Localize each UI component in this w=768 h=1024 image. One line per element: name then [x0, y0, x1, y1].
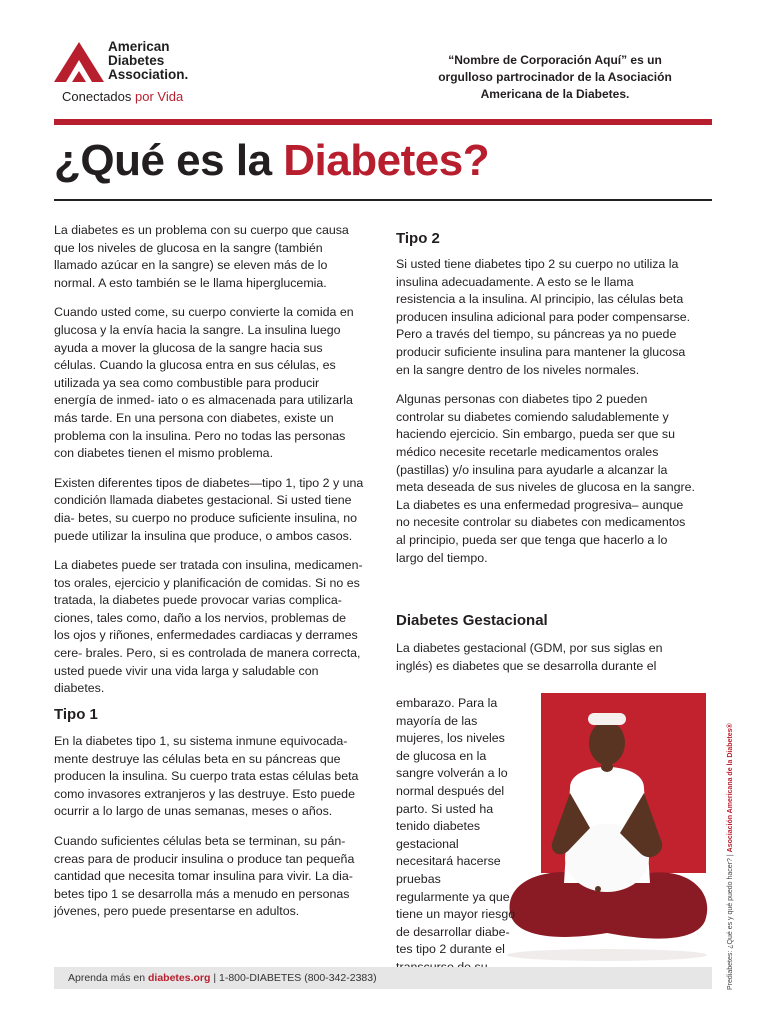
intro-section: [54, 222, 364, 710]
page-title: ¿Qué es la Diabetes?: [54, 136, 490, 185]
tipo2-paragraph: Algunas personas con diabetes tipo 2 pueden controlar su diabetes comiendo saludablemente y haciendo ejercicio. Sin embargo, pueda ser que su médico necesite recetarle medicamentos orales (pastillas) y/o insulina para ayudarle a alcanzar la meta deseada de sus niveles de glucosa en la sangre. La diabetes es una enfermedad progresiva– aunque no necesite controlar su diabetes con medicamentos al principio, pueda ser que tenga que hacerlo a lo largo del tiempo.: [396, 392, 695, 565]
tipo1-paragraph: Cuando suficientes células beta se terminan, su pán- creas para de producir insulina o produce tan pequeña cantidad que necesita tomar insulina para vivir. La dia- betes tipo 1 se desarrolla más a menudo en personas jóvenes, pero puede presentarse en adultos.: [54, 833, 355, 919]
intro-paragraph: Cuando usted come, su cuerpo convierte la comida en glucosa y la envía hacia la sangre. La insulina luego ayuda a mover la glucosa de la sangre hacia sus células. Cuando la glucosa entra en sus células, es utilizada ya sea como combustible para producir energía de inmed- iato o es almacenada para utilizarla más tarde. En una persona con diabetes, existe un problema con la insulina. Pero no todas las personas con diabetes tienen el mismo problema.: [54, 305, 354, 461]
tipo2-section: [396, 256, 696, 579]
tipo1-paragraph: En la diabetes tipo 1, su sistema inmune equivocada- mente destruye las células beta en su páncreas que producen la insulina. Su cuerpo trata estas células beta como invasores extranjeros y las destruye. Esto puede ocurrir a lo largo de unas semanas, meses o años.: [54, 734, 359, 819]
tipo2-heading: Tipo 2: [396, 230, 440, 247]
tipo1-heading: Tipo 1: [54, 706, 98, 723]
logo-wordmark: American Diabetes Association.: [108, 39, 189, 82]
top-rule: [54, 119, 712, 125]
side-caption: Prediabetes: ¿Qué es y qué puedo hacer? | Asociación Americana de la Diabetes®: [727, 723, 734, 990]
gestacional-heading: Diabetes Gestacional: [396, 612, 548, 629]
logo-tagline: Conectados por Vida: [62, 89, 184, 104]
title-rule: [54, 199, 712, 201]
footer-text: Aprenda más en diabetes.org | 1-800-DIABETES (800-342-2383): [68, 972, 377, 984]
diabetes-org-link[interactable]: diabetes.org: [147, 972, 211, 984]
sponsor-text: “Nombre de Corporación Aquí” es un orgulloso partrocinador de la Asociación Americana de la Diabetes.: [438, 53, 672, 101]
intro-paragraph: La diabetes es un problema con su cuerpo que causa que los niveles de glucosa en la sangre (también llamado azúcar en la sangre) se eleven más de lo normal. A esto también se le llama hiperglucemia.: [54, 223, 349, 290]
gestacional-paragraph: La diabetes gestacional (GDM, por sus siglas en inglés) es diabetes que se desarrolla durante el: [396, 641, 663, 673]
intro-paragraph: La diabetes puede ser tratada con insulina, medicamen- tos orales, ejercicio y planificación de comidas. Si no es tratada, la diabetes puede provocar varias complica- ciones, tales como, daño a los nervios, problemas de los ojos y riñones, enfermedades cardiacas y derrames cere- brales. Pero, si es controlada de manera correcta, usted puede vivir una vida larga y saludable con diabetes.: [54, 558, 363, 696]
tipo2-paragraph: Si usted tiene diabetes tipo 2 su cuerpo no utiliza la insulina adecuadamente. A esto se le llama resistencia a la insulina. Al principio, las células beta producen insulina adicional para poder compensarse. Pero a través del tiempo, su páncreas ya no puede producir suficiente insulina para mantener la glucosa en la sangre dentro de los niveles normales.: [396, 257, 691, 377]
footer-phone: 1-800-DIABETES (800-342-2383): [219, 972, 377, 984]
gestacional-paragraph-wrap: embarazo. Para la mayoría de las mujeres, los niveles de glucosa en la sangre volverán a lo normal después del parto. Si usted ha tenido diabetes gestacional necesitará hacerse pruebas regularmente ya que tiene un mayor riesgo de desarrollar diabe- tes tipo 2 durante el: [396, 696, 516, 957]
intro-paragraph: Existen diferentes tipos de diabetes—tipo 1, tipo 2 y una condición llamada diabetes gestacional. Si usted tiene dia- betes, su cuerpo no produce suficiente insulina, no puede utilizar la insulina que produce, o ambos casos.: [54, 475, 364, 543]
pregnant-woman-image: [500, 693, 715, 963]
tipo1-section: [54, 733, 364, 933]
